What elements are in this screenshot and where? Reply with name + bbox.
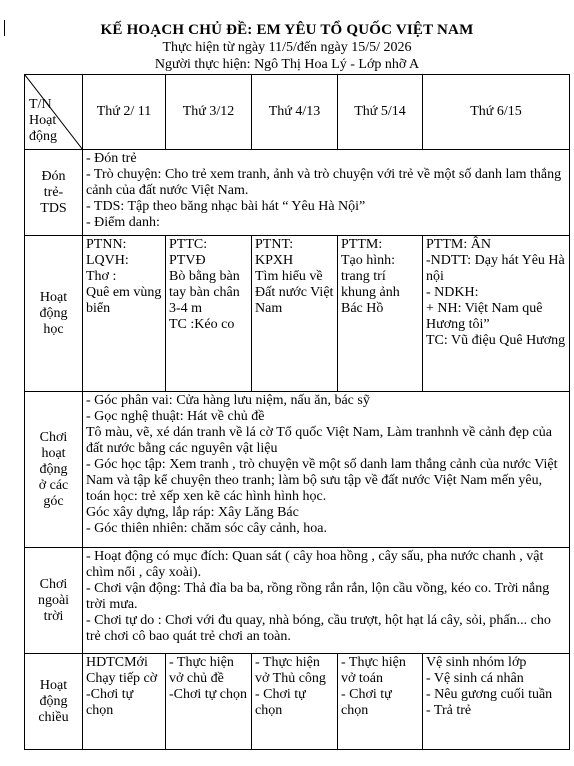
- content-line: - Góc phân vai: Cửa hàng lưu niệm, nấu ăn, bác sỹ: [86, 393, 370, 408]
- row-label-line: động: [39, 305, 68, 321]
- author-line: Người thực hiện: Ngô Thị Hoa Lý - Lớp nhỡ A: [154, 57, 420, 72]
- lesson-line: TC :Kéo co: [169, 317, 235, 332]
- lesson-line: Tìm hiểu về Đất nước Việt Nam: [255, 269, 334, 316]
- row-label-line: hoạt: [41, 445, 66, 461]
- row-label-goc: [25, 392, 83, 548]
- content-line: Tô màu, vẽ, xé dán tranh về lá cờ Tổ quốc Việt Nam, Làm tranhnh về cảnh đẹp của đất nước bằng các nguyên vật liệu: [86, 425, 552, 456]
- row-label-line: trời: [43, 608, 64, 624]
- lesson-line: PTTM:: [341, 237, 383, 252]
- row-label-hoat-dong-hoc: [25, 236, 83, 392]
- row-chieu: [25, 654, 570, 750]
- corner-cell: [25, 75, 83, 150]
- afternoon-fri: [423, 654, 570, 750]
- row-ngoai-troi: [25, 548, 570, 654]
- afternoon-line: Chạy tiếp cờ: [86, 671, 158, 686]
- row-label-line: Chơi: [39, 429, 68, 445]
- content-line: - Góc thiên nhiên: chăm sóc cây cảnh, hoa.: [86, 521, 328, 536]
- row-label-line: động: [39, 461, 68, 477]
- row-goc: [25, 392, 570, 548]
- weekly-plan-table: [24, 74, 570, 750]
- content-line: - Chơi tự do : Chơi với đu quay, nhà bóng, cầu trượt, hột hạt lá cây, sỏi, phấn... cho trẻ chơi cô bao quát trẻ chơi an toàn.: [86, 613, 551, 644]
- corner-label: [29, 97, 57, 145]
- afternoon-line: - Chơi tự chọn: [341, 687, 392, 718]
- day-header-wed: Thứ 4/13: [252, 75, 338, 150]
- row-label-line: chiều: [38, 709, 69, 725]
- content-line: - Chơi vận động: Thả đỉa ba ba, rồng rồng rắn rắn, lộn cầu vồng, kéo co. Trời nắng trời mưa.: [86, 581, 550, 612]
- row-label-line: động: [39, 693, 68, 709]
- lesson-line: TC: Vũ điệu Quê Hương: [426, 333, 566, 348]
- afternoon-line: - Nêu gương cuối tuần: [426, 687, 553, 702]
- row-label-line: Hoạt: [39, 677, 68, 693]
- lesson-line: PTTM: ÂN: [426, 237, 491, 252]
- row-label-line: ngoài: [37, 592, 70, 608]
- row-label-ngoai-troi: [25, 548, 83, 654]
- afternoon-thu: [338, 654, 423, 750]
- afternoon-line: - Thực hiện vở chủ đề: [169, 655, 234, 686]
- corner-line: Hoạt: [29, 113, 57, 128]
- afternoon-wed: [252, 654, 338, 750]
- content-line: - Hoạt động có mục đích: Quan sát ( cây hoa hồng , cây sấu, pha nước chanh , vật chìm nổi , cây xoài).: [86, 549, 544, 580]
- header-row: [25, 75, 570, 150]
- row-label-line: Chơi: [39, 576, 68, 592]
- row-label-line: Hoạt: [39, 289, 68, 305]
- content-line: - Trò chuyện: Cho trẻ xem tranh, ảnh và trò chuyện với trẻ về một số danh lam thắng cảnh của đất nước Việt Nam.: [86, 167, 562, 198]
- afternoon-line: - Trả trẻ: [426, 703, 472, 718]
- afternoon-line: -Chơi tự chọn: [169, 687, 247, 702]
- lesson-mon: [83, 236, 166, 392]
- afternoon-line: -Chơi tự chọn: [86, 687, 134, 718]
- afternoon-mon: [83, 654, 166, 750]
- corner-line: động: [29, 129, 57, 144]
- lesson-line: - NDKH:: [426, 285, 479, 300]
- lesson-fri: [423, 236, 570, 392]
- date-range-line: Thực hiện từ ngày 11/5/đến ngày 15/5/ 2026: [162, 40, 412, 55]
- afternoon-line: - Thực hiện vở toán: [341, 655, 406, 686]
- afternoon-tue: [166, 654, 252, 750]
- lesson-line: PTNT:: [255, 237, 294, 252]
- content-line: - Góc học tập: Xem tranh , trò chuyện về một số danh lam thắng cảnh của nước Việt Nam và tập kể chuyện theo tranh; làm bộ sưu tập về đất nước Việt Nam mến yêu, toán học: trẻ xếp xen kẽ các hình hình học.: [86, 457, 558, 504]
- lesson-line: PTTC:: [169, 237, 208, 252]
- lesson-line: trang trí khung ảnh Bác Hồ: [341, 269, 400, 316]
- plan-title: KẾ HOẠCH CHỦ ĐỀ: EM YÊU TỔ QUỐC VIỆT NAM: [100, 22, 474, 38]
- row-don-tre: [25, 150, 570, 236]
- lesson-line: PTNN:: [86, 237, 127, 252]
- afternoon-line: - Chơi tự chọn: [255, 687, 306, 718]
- content-line: - Điểm danh:: [86, 215, 160, 230]
- lesson-line: + NH: Việt Nam quê Hương tôi”: [426, 301, 543, 332]
- day-header-thu: Thứ 5/14: [338, 75, 423, 150]
- row-label-line: Đón: [41, 168, 66, 184]
- afternoon-line: - Thực hiện vở Thủ công: [255, 655, 326, 686]
- row-label-chieu: [25, 654, 83, 750]
- row-label-line: TDS: [40, 200, 67, 216]
- lesson-tue: [166, 236, 252, 392]
- lesson-line: LQVH:: [86, 253, 129, 268]
- afternoon-line: - Vệ sinh cá nhân: [426, 671, 524, 686]
- content-line: - TDS: Tập theo băng nhạc bài hát “ Yêu Hà Nội”: [86, 199, 366, 214]
- lesson-line: Thơ :: [86, 269, 117, 284]
- ngoai-troi-content: [83, 548, 570, 654]
- row-hoat-dong-hoc: [25, 236, 570, 392]
- afternoon-line: HDTCMới: [86, 655, 148, 670]
- lesson-thu: [338, 236, 423, 392]
- lesson-line: Tạo hình:: [341, 253, 396, 268]
- day-header-fri: Thứ 6/15: [423, 75, 570, 150]
- don-tre-content: [83, 150, 570, 236]
- row-label-don-tre: [25, 150, 83, 236]
- content-line: - Gọc nghệ thuật: Hát về chủ đề: [86, 409, 265, 424]
- lesson-line: KPXH: [255, 253, 294, 268]
- content-line: Góc xây dựng, lắp ráp: Xây Lăng Bác: [86, 505, 299, 520]
- row-label-line: trẻ-: [43, 184, 64, 200]
- lesson-line: PTVĐ: [169, 253, 206, 268]
- lesson-line: Bò bằng bàn tay bàn chân 3-4 m: [169, 269, 240, 316]
- corner-line: T/N: [29, 97, 52, 112]
- row-label-line: học: [43, 321, 64, 337]
- day-header-tue: Thứ 3/12: [166, 75, 252, 150]
- lesson-line: -NDTT: Dạy hát Yêu Hà nội: [426, 253, 565, 284]
- lesson-line: Quê em vùng biển: [86, 285, 162, 316]
- goc-content: [83, 392, 570, 548]
- lesson-wed: [252, 236, 338, 392]
- day-header-mon: Thứ 2/ 11: [83, 75, 166, 150]
- row-label-line: ở các: [38, 477, 69, 493]
- row-label-line: góc: [43, 493, 64, 509]
- content-line: - Đón trẻ: [86, 151, 137, 166]
- afternoon-line: Vệ sinh nhóm lớp: [426, 655, 527, 670]
